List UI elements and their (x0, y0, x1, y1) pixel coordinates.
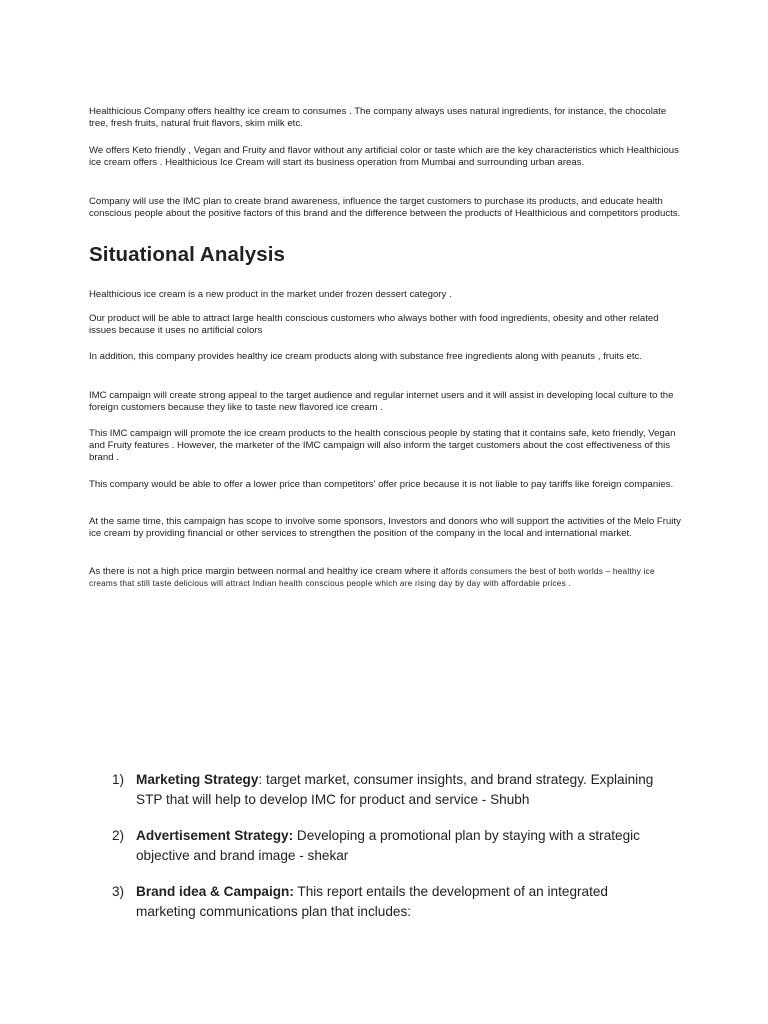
list-item-text: : target market, consumer insights, and brand strategy. Explaining STP that will help to develop IMC for product and service - Shubh (136, 772, 654, 807)
analysis-paragraph-8-small: affords consumers the best of both worlds – healthy ice creams that still taste delicious will attract Indian health conscious people which are rising day by day with affordable prices . (89, 567, 655, 589)
analysis-paragraph-5: This IMC campaign will promote the ice cream products to the health conscious people by stating that it contains safe, keto friendly, Vegan and Fruity features . However, the marketer of the IMC campaign will also inform the target customers about the cost effectiveness of this brand . (89, 428, 676, 464)
list-item-body (136, 826, 671, 865)
analysis-paragraph-6: This company would be able to offer a lower price than competitors' offer price because it is not liable to pay tariffs like foreign companies. (89, 479, 674, 490)
list-item-body (136, 882, 671, 921)
intro-paragraph-2: We offers Keto friendly , Vegan and Fruity and flavor without any artificial color or taste which are the key characteristics which Healthicious ice cream offers . Healthicious Ice Cream will start its business operation from Mumbai and surrounding urban areas. (89, 145, 679, 169)
analysis-paragraph-4: IMC campaign will create strong appeal to the target audience and regular internet users and it will assist in developing local culture to the foreign customers because they like to taste new flavored ice cream . (89, 390, 674, 414)
list-item-number: 2) (112, 828, 125, 843)
list-item-text: Developing a promotional plan by staying with a strategic objective and brand image - shekar (136, 828, 640, 863)
analysis-paragraph-1: Healthicious ice cream is a new product in the market under frozen dessert category . (89, 289, 452, 300)
list-item-number: 3) (112, 884, 125, 899)
list-item-body (136, 770, 671, 809)
list-item-text: This report entails the development of an integrated marketing communications plan that includes: (136, 884, 608, 919)
analysis-paragraph-8 (89, 566, 681, 590)
section-heading: Situational Analysis (89, 243, 286, 266)
analysis-paragraph-3: In addition, this company provides healthy ice cream products along with substance free ingredients along with peanuts , fruits etc. (89, 351, 643, 362)
analysis-paragraph-2: Our product will be able to attract large health conscious customers who always bother with food ingredients, obesity and other related issues because it uses no artificial colors (89, 313, 659, 337)
list-item-term: Brand idea & Campaign: (136, 884, 294, 899)
analysis-paragraph-7: At the same time, this campaign has scope to involve some sponsors, Investors and donors who will support the activities of the Melo Fruity ice cream by providing financial or other services to strengthen the position of the company in the local and international market. (89, 516, 681, 540)
intro-paragraph-1: Healthicious Company offers healthy ice cream to consumes . The company always uses natural ingredients, for instance, the chocolate tree, fresh fruits, natural fruit flavors, skim milk etc. (89, 106, 667, 130)
list-item-number: 1) (112, 772, 125, 787)
list-item-term: Marketing Strategy (136, 772, 259, 787)
list-item-term: Advertisement Strategy: (136, 828, 294, 843)
intro-paragraph-3: Company will use the IMC plan to create brand awareness, influence the target customers to purchase its products, and educate health conscious people about the positive factors of this brand and the difference between the products of Healthicious and competitors products. (89, 196, 681, 220)
analysis-paragraph-8-start: As there is not a high price margin between normal and healthy ice cream where it (89, 566, 441, 577)
